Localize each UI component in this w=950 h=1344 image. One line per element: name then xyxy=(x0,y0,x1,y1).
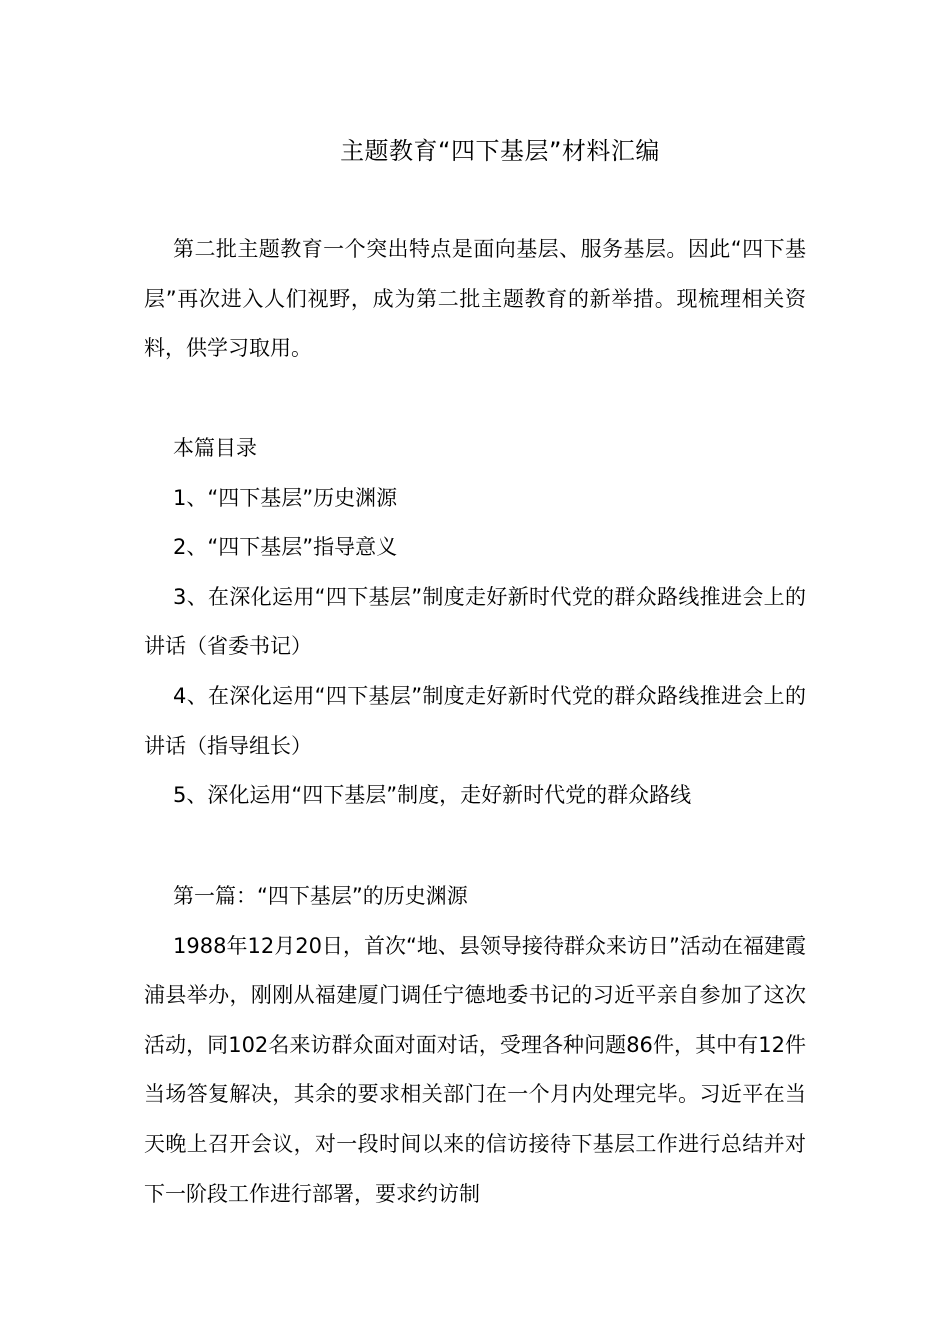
toc-heading: 本篇目录 xyxy=(173,436,257,460)
chapter-heading: 第一篇：“四下基层”的历史渊源 xyxy=(173,884,468,908)
chapter-paragraph: 1988年12月20日，首次“地、县领导接待群众来访日”活动在福建霞浦县举办，刚刚从福建厦门调任宁德地委书记的习近平亲自参加了这次活动，同102名来访群众面对面对话，受理各种问题86件，其中有12件当场答复解决，其余的要求相关部门在一个月内处理完毕。习近平在当天晚上召开会议，对一段时间以来的信访接待下基层工作进行总结并对下一阶段工作进行部署，要求约访制 xyxy=(144,933,806,1206)
intro-section xyxy=(144,225,806,374)
chapter-one-section xyxy=(144,872,806,1219)
toc-item: 1、“四下基层”历史渊源 xyxy=(173,485,398,510)
toc-item: 5、深化运用“四下基层”制度，走好新时代党的群众路线 xyxy=(173,783,692,808)
document-title: 主题教育“四下基层”材料汇编 xyxy=(340,137,660,165)
table-of-contents xyxy=(144,424,806,821)
intro-paragraph: 第二批主题教育一个突出特点是面向基层、服务基层。因此“四下基层”再次进入人们视野，成为第二批主题教育的新举措。现梳理相关资料，供学习取用。 xyxy=(144,237,806,361)
toc-item: 4、在深化运用“四下基层”制度走好新时代党的群众路线推进会上的讲话（指导组长） xyxy=(144,683,806,758)
toc-item: 3、在深化运用“四下基层”制度走好新时代党的群众路线推进会上的讲话（省委书记） xyxy=(144,584,806,659)
toc-item: 2、“四下基层”指导意义 xyxy=(173,535,398,560)
